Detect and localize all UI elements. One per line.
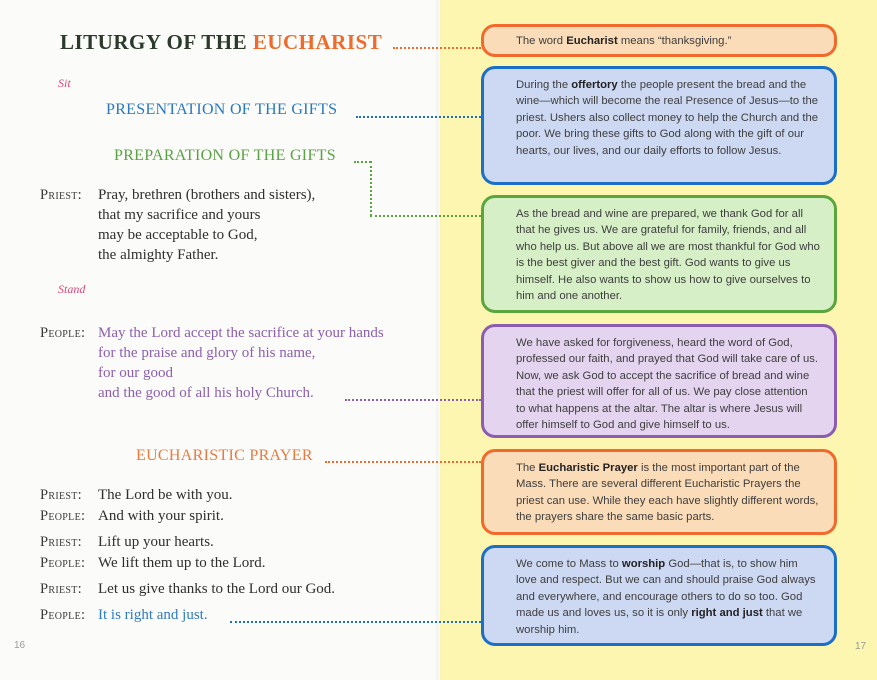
connector-worship [230,621,481,623]
note-text: We come to Mass to [516,558,622,570]
dialogue-line: It is right and just. [98,607,208,623]
speaker-label: Priest: [40,187,82,203]
title-main: LITURGY OF THE [60,30,253,54]
posture-cue-stand: Stand [58,282,86,296]
speaker-label: People: [40,325,86,341]
connector-sacrifice [345,399,481,401]
response-line: for the praise and glory of his name, [98,345,316,361]
note-box-preparation [481,195,837,313]
note-box-eucharist [481,24,837,57]
note-text: means “thanksgiving.” [617,35,732,47]
response-line: May the Lord accept the sacrifice at your hands [98,325,384,341]
heading-preparation: PREPARATION OF THE GIFTS [114,147,336,164]
note-text: the people present the bread and the wine—which will become the real Presence of Jesus—to the priest. Ushers also collect money to help the Church and the poor. We bring these gifts to God along with the gift of our hearts, our lives, and our daily efforts to follow Jesus. [516,79,819,157]
book-spine [436,0,442,680]
note-box-sacrifice [481,324,837,438]
note-box-worship [481,545,837,646]
note-bold-term: Eucharistic Prayer [538,462,638,474]
heading-eucharistic-prayer: EUCHARISTIC PRAYER [136,447,313,464]
speaker-label: Priest: [40,487,82,503]
page-title [60,30,382,55]
speaker-label: Priest: [40,534,82,550]
note-bold-term: offertory [571,79,618,91]
note-text: The [516,462,539,474]
posture-cue-sit: Sit [58,76,71,90]
note-text: During the [516,79,572,91]
note-text: that we worship him. [516,607,803,636]
dialogue-line: And with your spirit. [98,508,224,524]
note-text: is the most important part of the Mass. There are several different Eucharistic Prayers the priest can use. While they each have slightly different words, the prayers share the same basic parts. [516,462,819,524]
speaker-label: People: [40,555,86,571]
note-bold-term: Eucharist [566,35,618,47]
speaker-label: People: [40,607,86,623]
dialogue-line: We lift them up to the Lord. [98,555,266,571]
response-line: and the good of all his holy Church. [98,385,314,401]
note-text: We have asked for forgiveness, heard the word of God, professed our faith, and prayed that God will take care of us. Now, we ask God to accept the sacrifice of bread and wine that the priest will offer for all of us. We pay close attention to what happens at the altar. The altar is where Jesus will offer himself to God and give himself to us. [516,337,819,432]
connector-preparation-b [370,161,372,216]
heading-presentation: PRESENTATION OF THE GIFTS [106,101,338,118]
connector-preparation-a [354,161,371,163]
note-bold-term: right and just [691,607,763,620]
speaker-label: People: [40,508,86,524]
connector-eucharist [393,47,481,49]
response-line: for our good [98,365,173,381]
note-box-eucharistic-prayer [481,449,837,535]
title-accent: EUCHARIST [252,30,383,54]
dialogue-line: Lift up your hearts. [98,534,214,550]
connector-preparation-c [370,215,481,217]
speaker-label: Priest: [40,581,82,597]
prayer-line: that my sacrifice and yours [98,207,261,223]
page-number-left: 16 [14,640,26,651]
dialogue-line: The Lord be with you. [98,487,233,503]
note-box-offertory [481,66,837,185]
connector-presentation [356,116,481,118]
prayer-line: may be acceptable to God, [98,227,258,243]
note-text: God—that is, to show him love and respect. But we can and should praise God always and everywhere, and encourage others to do so too. God made us and loves us, so it is only [516,558,816,620]
note-text: The word [516,35,567,47]
note-bold-term: worship [621,558,666,570]
dialogue-line: Let us give thanks to the Lord our God. [98,581,336,597]
prayer-line: Pray, brethren (brothers and sisters), [98,187,316,203]
connector-eucharistic-prayer [325,461,481,463]
page-number-right: 17 [855,641,867,652]
prayer-line: the almighty Father. [98,247,219,263]
note-text: As the bread and wine are prepared, we thank God for all that he gives us. We are grateful for family, friends, and all who help us. But above all we are most thankful for God who is the best giver and the best gift. God wants to give us himself. He also wants to show us how to give ourselves to him and one another. [516,208,820,303]
